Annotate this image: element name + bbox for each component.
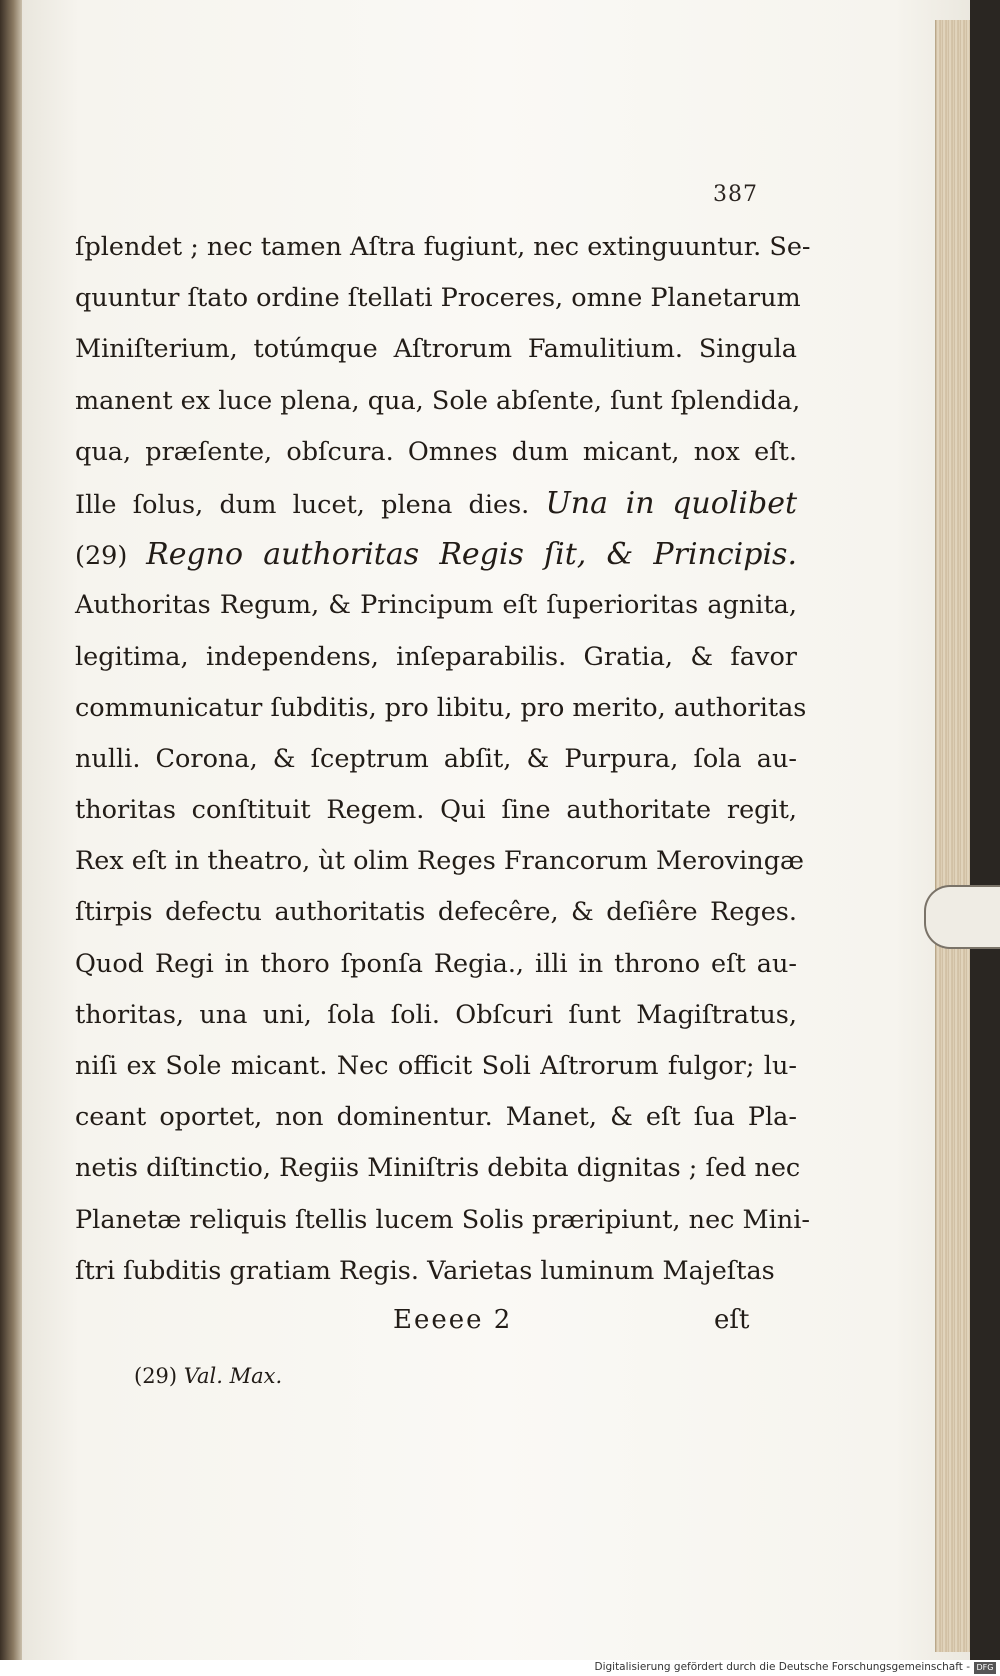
facing-page-edge — [0, 0, 24, 1660]
text-segment: ſtirpis defectu authoritatis defecêre, & deſiêre Reges. — [75, 897, 797, 928]
footer-credit: Digitalisierung gefördert durch die Deutsche Forschungsgemeinschaft - — [594, 1661, 970, 1673]
text-line — [75, 324, 797, 375]
text-line — [75, 632, 797, 683]
text-segment: Miniſterium, totúmque Aſtrorum Famulitium. Singula — [75, 334, 797, 365]
text-line — [75, 427, 797, 478]
page-edges — [935, 20, 970, 1652]
text-segment: legitima, independens, inſeparabilis. Gratia, & favor — [75, 641, 797, 672]
footnote — [134, 1364, 282, 1388]
text-segment: ſtri ſubditis gratiam Regis. Varietas luminum Majeſtas — [75, 1255, 775, 1286]
text-segment: netis diſtinctio, Regiis Miniſtris debita dignitas ; ſed nec — [75, 1153, 801, 1184]
text-line — [75, 376, 801, 427]
dfg-logo: DFG — [974, 1662, 996, 1674]
text-segment: manent ex luce plena, qua, Sole abſente, ſunt ſplendida, — [75, 385, 801, 416]
text-segment: (29) — [75, 541, 147, 572]
footnote-text: Val. Max. — [183, 1364, 283, 1388]
footnote-number: (29) — [134, 1364, 178, 1388]
text-line — [75, 939, 797, 990]
page-number: 387 — [713, 182, 758, 207]
text-line — [75, 1143, 801, 1194]
page-tab-marker — [924, 885, 1000, 949]
text-line — [75, 580, 797, 631]
text-line — [75, 1195, 811, 1246]
text-segment: Quod Regi in thoro ſponſa Regia., illi in throno eſt au- — [75, 948, 797, 979]
text-segment: ſplendet ; nec tamen Aſtra fugiunt, nec extinguuntur. Se- — [75, 232, 811, 262]
text-segment: niſi ex Sole micant. Nec officit Soli Aſtrorum fulgor; lu- — [75, 1051, 797, 1081]
text-segment: thoritas, una uni, ſola ſoli. Obſcuri ſunt Magiſtratus, — [75, 999, 797, 1030]
text-segment: quuntur ſtato ordine ſtellati Proceres, omne Planetarum — [75, 283, 801, 314]
text-segment: nulli. Corona, & ſceptrum abſit, & Purpura, ſola au- — [75, 743, 797, 774]
text-line — [75, 273, 801, 324]
text-line — [75, 990, 797, 1041]
text-line — [75, 1246, 797, 1297]
text-line — [75, 222, 811, 273]
text-segment: thoritas conſtituit Regem. Qui ſine authoritate regit, — [75, 795, 797, 826]
catchword: eſt — [714, 1305, 750, 1335]
body-text — [75, 222, 811, 1297]
text-line — [75, 1041, 797, 1092]
text-line — [75, 478, 797, 529]
text-line — [75, 1092, 797, 1143]
footer — [0, 1660, 1000, 1676]
text-segment: Authoritas Regum, & Principum eſt ſuperioritas agnita, — [75, 590, 797, 621]
text-line — [75, 683, 807, 734]
text-line — [75, 785, 797, 836]
text-line — [75, 887, 797, 938]
signature-mark: Eeeee 2 — [393, 1305, 513, 1335]
text-segment: communicatur ſubditis, pro libitu, pro merito, authoritas — [75, 692, 807, 723]
italic-segment: Regno authoritas Regis ſit, & Principis. — [146, 537, 797, 573]
text-segment: Rex eſt in theatro, ùt olim Reges Francorum Merovingæ — [75, 846, 804, 877]
italic-segment: Una in quolibet — [545, 485, 797, 521]
text-segment: ceant oportet, non dominentur. Manet, & eſt ſua Pla- — [75, 1102, 797, 1133]
text-line — [75, 734, 797, 785]
text-line — [75, 529, 797, 580]
text-segment: qua, præſente, obſcura. Omnes dum micant, nox eſt. — [75, 436, 797, 467]
text-segment: Planetæ reliquis ſtellis lucem Solis præripiunt, nec Mini- — [75, 1204, 811, 1235]
text-segment: Ille ſolus, dum lucet, plena dies. — [75, 489, 546, 520]
text-line — [75, 836, 804, 887]
